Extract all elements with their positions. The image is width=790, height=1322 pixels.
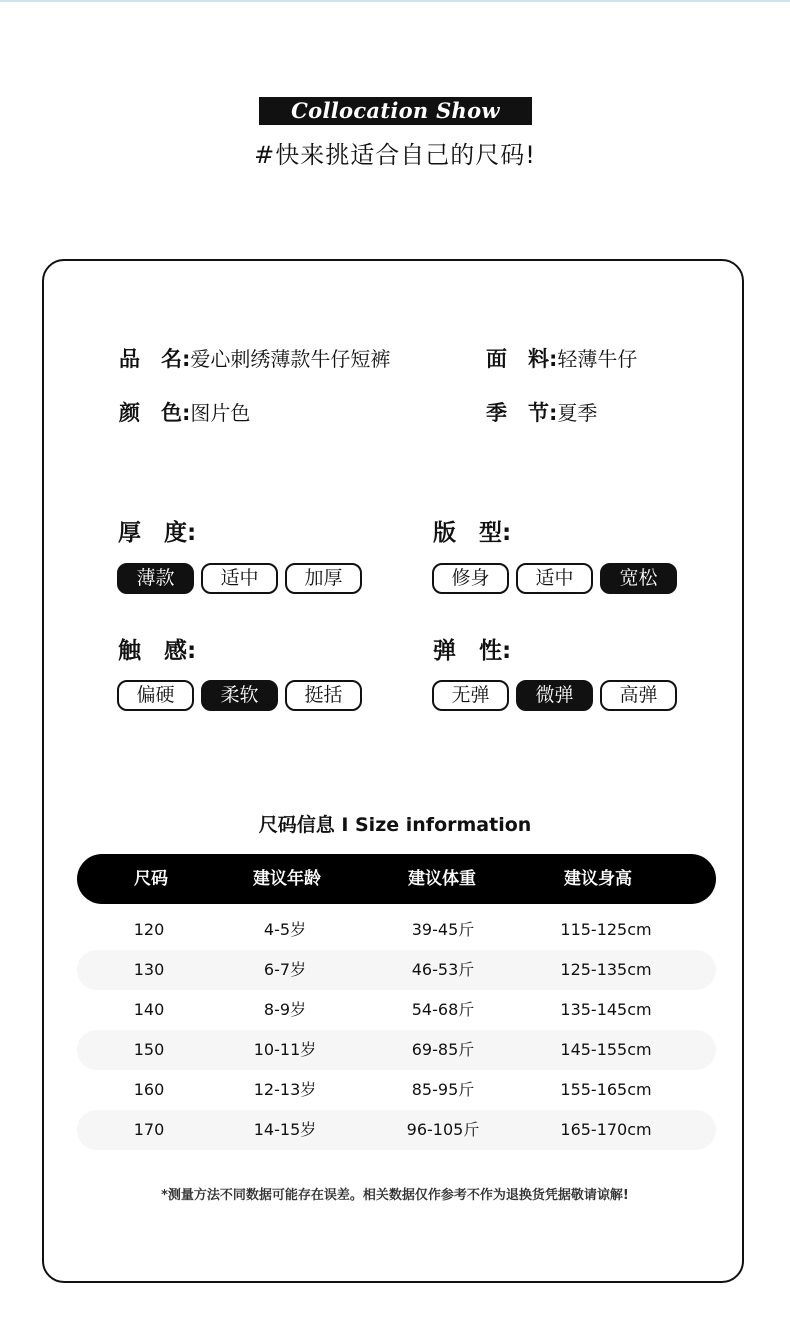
table-cell: 4-5岁 bbox=[263, 920, 307, 939]
size-table-header bbox=[77, 854, 716, 904]
table-row bbox=[77, 1030, 716, 1070]
table-row bbox=[77, 1110, 716, 1150]
table-row bbox=[77, 990, 716, 1030]
attr-option: 适中 bbox=[201, 563, 278, 594]
attr-option: 薄款 bbox=[117, 563, 194, 594]
table-cell: 96-105斤 bbox=[406, 1120, 480, 1139]
page-subtitle: #快来挑适合自己的尺码! bbox=[254, 141, 536, 169]
table-cell: 140 bbox=[133, 1000, 165, 1019]
table-cell: 145-155cm bbox=[560, 1040, 652, 1059]
table-cell: 10-11岁 bbox=[253, 1040, 317, 1059]
info-name-label: 品 名: bbox=[119, 347, 191, 371]
table-cell: 8-9岁 bbox=[263, 1000, 307, 1019]
info-name bbox=[119, 345, 390, 373]
table-cell: 130 bbox=[133, 960, 165, 979]
table-cell: 85-95斤 bbox=[411, 1080, 475, 1099]
attr-thickness-options bbox=[117, 563, 362, 594]
attr-touch-options bbox=[117, 680, 362, 711]
info-season bbox=[486, 399, 597, 427]
attr-option: 微弹 bbox=[516, 680, 593, 711]
table-cell: 69-85斤 bbox=[411, 1040, 475, 1059]
info-season-label: 季 节: bbox=[486, 401, 558, 425]
table-cell: 155-165cm bbox=[560, 1080, 652, 1099]
table-row bbox=[77, 950, 716, 990]
table-cell: 46-53斤 bbox=[411, 960, 475, 979]
info-name-value: 爱心刺绣薄款牛仔短裤 bbox=[190, 347, 391, 371]
header-cell: 尺码 bbox=[134, 869, 168, 889]
attr-option: 无弹 bbox=[432, 680, 509, 711]
attr-option: 加厚 bbox=[285, 563, 362, 594]
table-cell: 120 bbox=[133, 920, 165, 939]
attr-fit-title: 版 型: bbox=[433, 520, 512, 546]
collocation-banner: Collocation Show bbox=[259, 97, 532, 125]
attr-touch-title: 触 感: bbox=[118, 638, 197, 664]
info-fabric-value: 轻薄牛仔 bbox=[557, 347, 638, 371]
top-rule bbox=[0, 0, 790, 2]
table-cell: 14-15岁 bbox=[253, 1120, 317, 1139]
table-cell: 39-45斤 bbox=[411, 920, 475, 939]
info-color bbox=[119, 399, 250, 427]
attr-option: 宽松 bbox=[600, 563, 677, 594]
info-fabric bbox=[486, 345, 637, 373]
size-info-title: 尺码信息 I Size information bbox=[258, 814, 532, 836]
info-fabric-label: 面 料: bbox=[486, 347, 558, 371]
info-color-label: 颜 色: bbox=[119, 401, 191, 425]
header-cell: 建议身高 bbox=[564, 869, 632, 889]
table-cell: 54-68斤 bbox=[411, 1000, 475, 1019]
attr-elasticity-options bbox=[432, 680, 677, 711]
attr-fit-options bbox=[432, 563, 677, 594]
attr-option: 挺括 bbox=[285, 680, 362, 711]
table-cell: 6-7岁 bbox=[263, 960, 307, 979]
table-cell: 170 bbox=[133, 1120, 165, 1139]
disclaimer-note: *测量方法不同数据可能存在误差。相关数据仅作参考不作为退换货凭据敬请谅解! bbox=[161, 1188, 629, 1203]
table-cell: 12-13岁 bbox=[253, 1080, 317, 1099]
header-cell: 建议体重 bbox=[408, 869, 476, 889]
attr-option: 柔软 bbox=[201, 680, 278, 711]
info-season-value: 夏季 bbox=[557, 401, 598, 425]
table-cell: 150 bbox=[133, 1040, 165, 1059]
table-cell: 160 bbox=[133, 1080, 165, 1099]
header-cell: 建议年龄 bbox=[253, 869, 321, 889]
table-cell: 165-170cm bbox=[560, 1120, 652, 1139]
table-cell: 125-135cm bbox=[560, 960, 652, 979]
attr-thickness-title: 厚 度: bbox=[118, 520, 197, 546]
attr-option: 偏硬 bbox=[117, 680, 194, 711]
table-cell: 135-145cm bbox=[560, 1000, 652, 1019]
attr-option: 高弹 bbox=[600, 680, 677, 711]
attr-elasticity-title: 弹 性: bbox=[433, 638, 512, 664]
info-color-value: 图片色 bbox=[190, 401, 251, 425]
table-row bbox=[77, 1070, 716, 1110]
attr-option: 修身 bbox=[432, 563, 509, 594]
table-row bbox=[77, 910, 716, 950]
table-cell: 115-125cm bbox=[560, 920, 652, 939]
attr-option: 适中 bbox=[516, 563, 593, 594]
